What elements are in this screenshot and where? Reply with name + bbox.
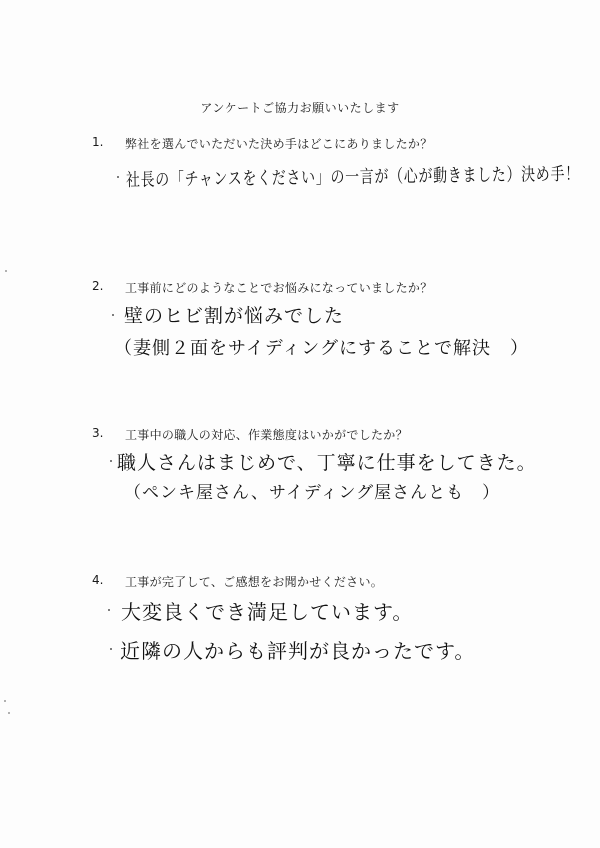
question-2-number: 2. [92, 279, 104, 293]
question-2-answer-2: （妻側２面をサイディングにすることで解決 ） [114, 338, 529, 359]
bullet-dot [108, 609, 110, 611]
survey-title: アンケートご協力お願いいたします [200, 101, 400, 115]
question-4-answer-1: 大変良くでき満足しています。 [121, 600, 414, 624]
question-1-number: 1. [92, 135, 104, 149]
bullet-dot [110, 460, 112, 462]
question-1-answer-1: 社長の「チャンスをください」の一言が（心が動きました）決め手！ [125, 163, 580, 191]
question-3-number: 3. [92, 426, 104, 440]
scan-speck [8, 712, 10, 714]
scan-speck [5, 270, 7, 272]
question-3-answer-2: （ペンキ屋さん、サイディング屋さんとも ） [124, 483, 501, 503]
question-3-answer-1: 職人さんはまじめで、丁寧に仕事をしてきた。 [117, 452, 537, 474]
question-2-text: 工事前にどのようなことでお悩みになっていましたか？ [125, 281, 433, 295]
question-4-answer-2: 近隣の人からも評判が良かったです。 [120, 639, 476, 663]
question-3-text: 工事中の職人の対応、作業態度はいかがでしたか？ [125, 428, 408, 442]
scan-speck [4, 700, 6, 702]
question-2-answer-1: 壁のヒビ割が悩みでした [124, 305, 345, 327]
bullet-dot [112, 314, 114, 316]
question-4-number: 4. [92, 573, 104, 587]
bullet-dot [117, 176, 119, 178]
bullet-dot [110, 648, 112, 650]
question-4-text: 工事が完了して、ご感想をお聞かせください。 [125, 575, 384, 589]
question-1-text: 弊社を選んでいただいた決め手はどこにありましたか？ [125, 137, 433, 151]
